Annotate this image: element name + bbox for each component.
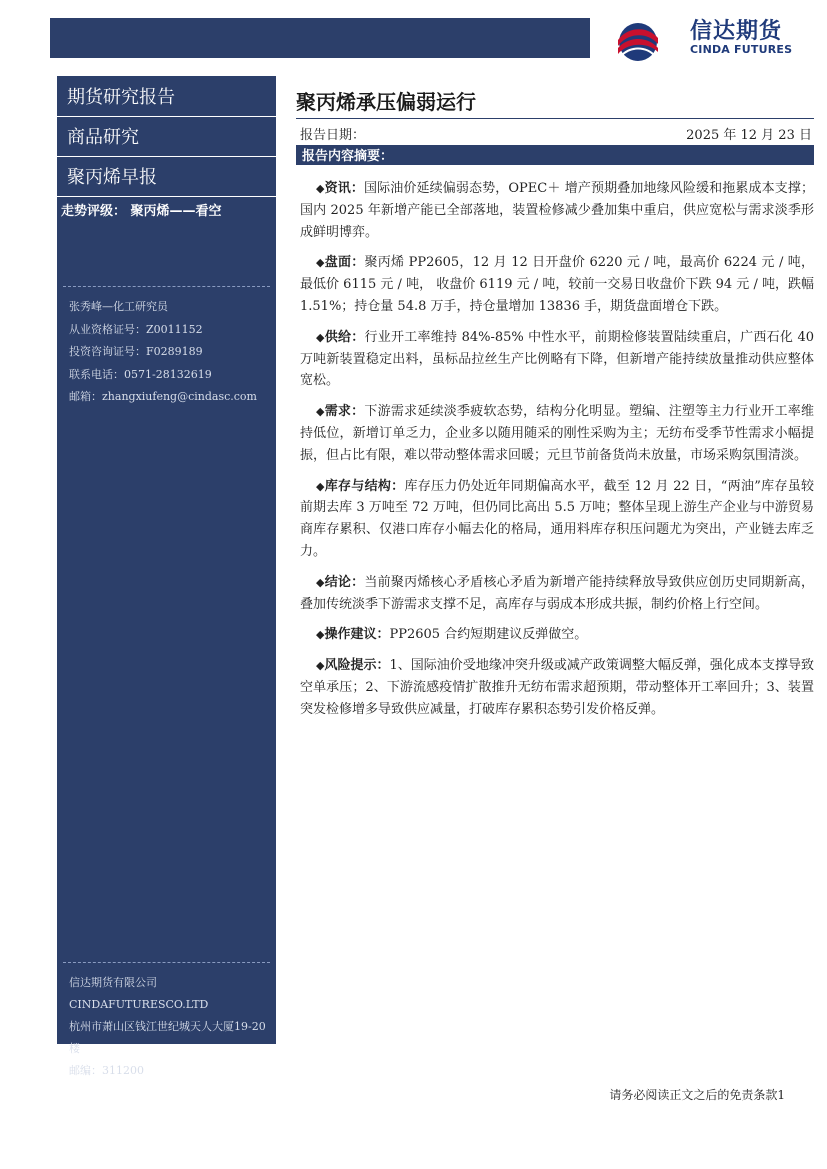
section-heading: 结论： <box>324 574 365 590</box>
report-title: 聚丙烯承压偏弱运行 <box>296 90 476 114</box>
bullet-icon: ◆ <box>316 479 325 493</box>
section-heading: 库存与结构： <box>324 478 405 494</box>
section-heading: 风险提示： <box>324 658 390 674</box>
company-name: 信达期货有限公司 <box>69 976 157 989</box>
section-market <box>300 252 814 317</box>
company-info <box>69 972 276 1082</box>
section-heading: 操作建议： <box>324 627 390 643</box>
report-date: 2025 年 12 月 23 日 <box>686 128 812 143</box>
bullet-icon: ◆ <box>316 659 325 673</box>
sidebar-divider <box>63 962 270 963</box>
section-text: 聚丙烯 PP2605，12 月 12 日开盘价 6220 元 / 吨，最高价 6224 元 / 吨，最低价 6115 元 / 吨， 收盘价 6119 元 / 吨，较前一交易日收盘价下跌 94 元 / 吨，跌幅 1.51%；持仓量 54.8 万手，持仓量增加 13836 手，期货盘面增仓下跌。 <box>300 255 814 314</box>
bullet-icon: ◆ <box>316 256 325 270</box>
sidebar-item-commodity-research: 商品研究 <box>57 119 276 157</box>
bullet-icon: ◆ <box>316 330 325 344</box>
bullet-icon: ◆ <box>316 575 325 589</box>
sidebar-item-futures-report: 期货研究报告 <box>57 79 276 117</box>
sidebar-divider <box>63 286 270 287</box>
sidebar <box>57 76 276 1077</box>
header-bar <box>50 18 590 58</box>
analyst-email: 邮箱：zhangxiufeng@cindasc.com <box>69 390 257 403</box>
section-text: 当前聚丙烯核心矛盾核心矛盾为新增产能持续释放导致供应创历史同期新高，叠加传统淡季下游需求支撑不足，高库存与弱成本形成共振，制约价格上行空间。 <box>300 574 814 612</box>
section-text: 下游需求延续淡季疲软态势，结构分化明显。塑编、注塑等主力行业开工率维持低位，新增订单乏力，企业多以随用随采的刚性采购为主；无纺布受季节性需求小幅提振，但占比有限，难以带动整体需求回暖；元旦节前备货尚未放量，市场采购氛围清淡。 <box>300 404 814 463</box>
section-heading: 供给： <box>324 329 365 345</box>
section-news <box>300 178 814 243</box>
section-inventory <box>300 476 814 563</box>
section-text: PP2605 合约短期建议反弹做空。 <box>389 627 588 643</box>
analyst-qualification: 从业资格证号：Z0011152 <box>69 322 203 336</box>
disclaimer-footer: 请务必阅读正文之后的免责条款1 <box>609 1088 785 1102</box>
company-postcode: 邮编：311200 <box>69 1064 144 1077</box>
summary-content <box>300 178 814 730</box>
section-heading: 资讯： <box>324 181 364 196</box>
company-name-en: CINDAFUTURESCO.LTD <box>69 998 209 1011</box>
trend-rating: 走势评级： 聚丙烯——看空 <box>61 204 222 219</box>
summary-header <box>296 145 814 165</box>
section-text: 1、国际油价受地缘冲突升级或减产政策调整大幅反弹，强化成本支撑导致空单承压；2、下游流感疫情扩散推升无纺布需求超预期，带动整体开工率回升；3、装置突发检修增多导致供应减量，打破库存累积态势引发价格反弹。 <box>300 658 814 717</box>
bullet-icon: ◆ <box>316 405 325 419</box>
brand-name-en: CINDA FUTURES <box>690 43 793 56</box>
report-date-label: 报告日期： <box>300 128 366 143</box>
section-text: 库存压力仍处近年同期偏高水平，截至 12 月 22 日，“两油”库存虽较前期去库 3 万吨至 72 万吨，但仍同比高出 5.5 万吨；整体呈现上游生产企业与中游贸易商库存累积、仅港口库存小幅去化的格局，通用料库存积压问题尤为突出，产业链去库乏力。 <box>300 478 814 559</box>
company-address: 杭州市萧山区钱江世纪城天人大厦19-20楼 <box>69 1020 266 1055</box>
section-risk <box>300 655 814 720</box>
analyst-advisory-cert: 投资咨询证号：F0289189 <box>69 345 203 358</box>
section-supply <box>300 327 814 392</box>
sidebar-item-pp-morning-report: 聚丙烯早报 <box>57 159 276 197</box>
section-heading: 需求： <box>324 404 365 420</box>
bullet-icon: ◆ <box>316 628 325 642</box>
analyst-phone: 联系电话：0571-28132619 <box>69 367 212 381</box>
section-conclusion <box>300 572 814 616</box>
section-demand <box>300 401 814 466</box>
section-heading: 盘面： <box>324 255 365 271</box>
section-text: 行业开工率维持 84%-85% 中性水平，前期检修装置陆续重启，广西石化 40 万吨新装置稳定出料，虽标品拉丝生产比例略有下降，但新增产能持续放量推动供应整体宽松。 <box>300 329 814 389</box>
title-divider <box>296 118 814 119</box>
analyst-info <box>69 296 257 409</box>
analyst-name: 张秀峰—化工研究员 <box>69 300 168 313</box>
section-text: 国际油价延续偏弱态势，OPEC＋ 增产预期叠加地缘风险缓和拖累成本支撑；国内 2025 年新增产能已全部落地，装置检修减少叠加集中重启，供应宽松与需求淡季形成鲜明博弈。 <box>300 181 814 240</box>
section-advice <box>300 624 814 646</box>
brand-name <box>690 20 792 56</box>
brand-name-cn: 信达期货 <box>690 19 783 44</box>
summary-header-label: 报告内容摘要： <box>302 149 394 164</box>
bullet-icon: ◆ <box>316 182 325 195</box>
